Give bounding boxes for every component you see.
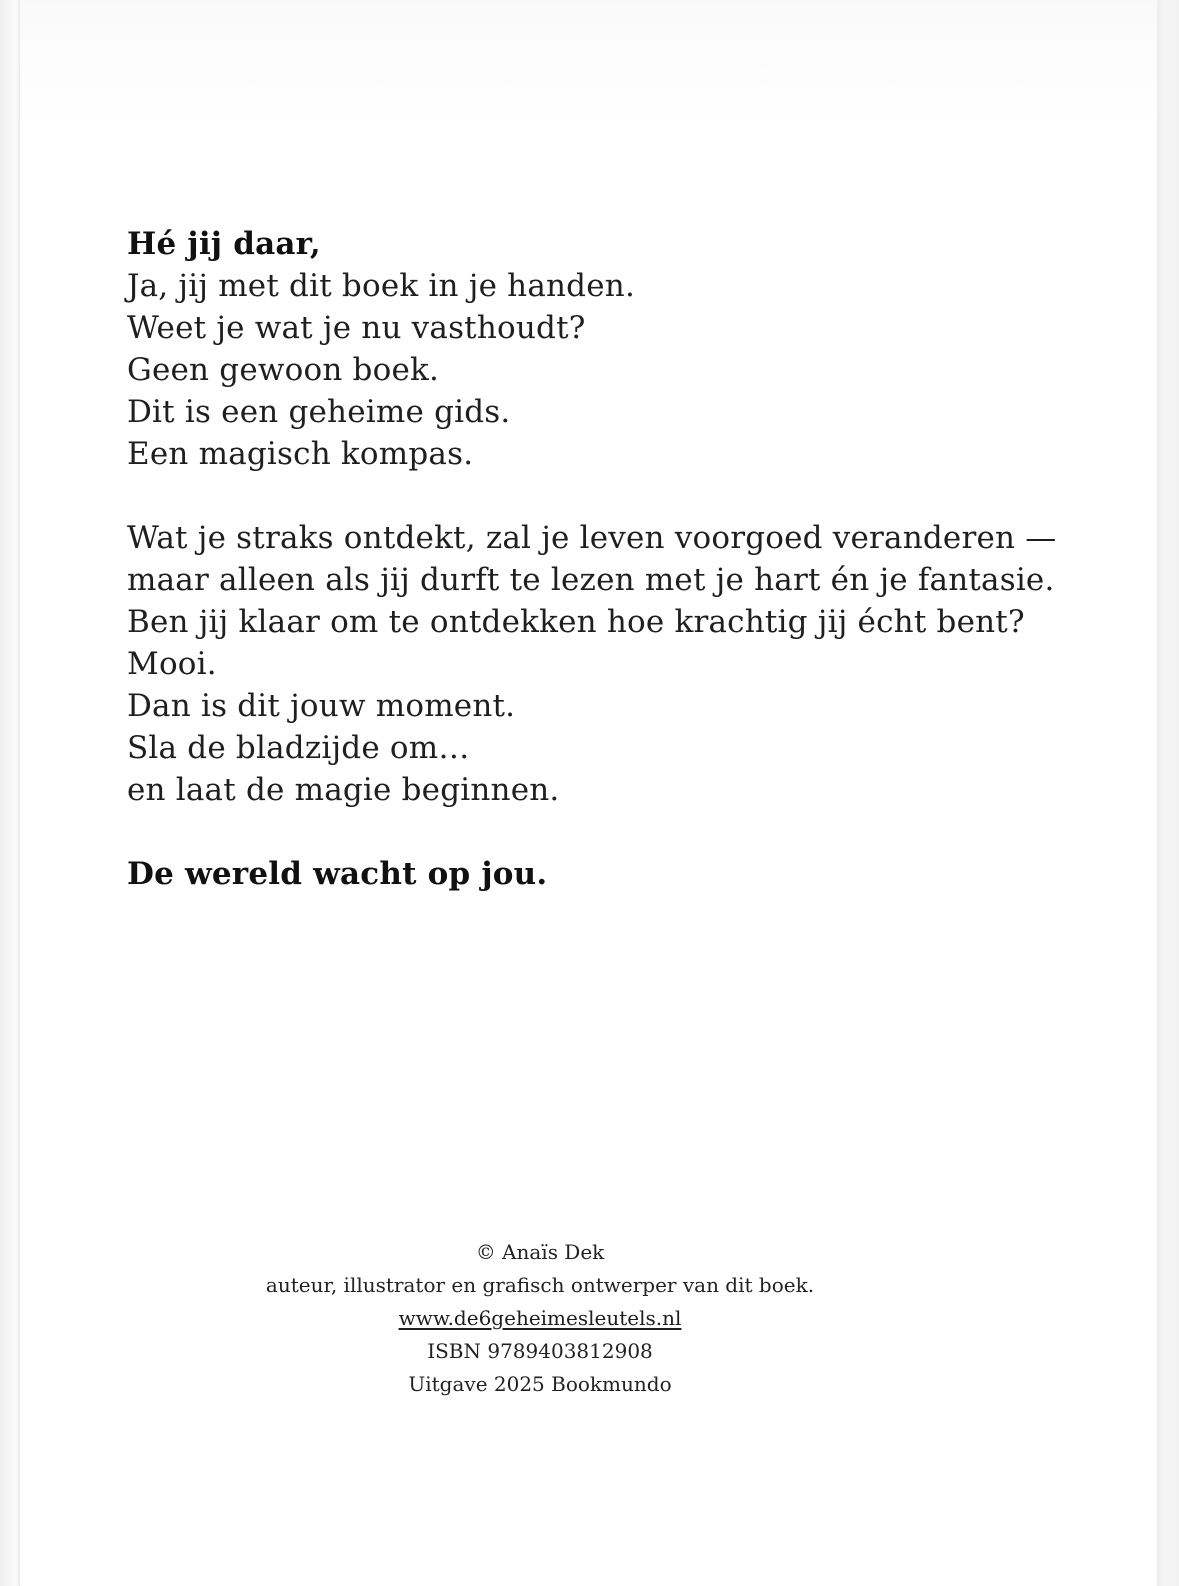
- edition-line: Uitgave 2025 Bookmundo: [408, 1372, 672, 1396]
- colophon-footer: [127, 1236, 953, 1401]
- stanza-gap: [127, 475, 1137, 517]
- stanza-gap: [127, 811, 1137, 853]
- author-role-line: auteur, illustrator en grafisch ontwerper van dit boek.: [265, 1273, 815, 1297]
- stanza1-line: Weet je wat je nu vasthoudt?: [127, 310, 586, 346]
- page-right-edge-shading: [1157, 0, 1179, 1586]
- stanza1-line: Ja, jij met dit boek in je handen.: [127, 268, 635, 304]
- stanza2-line: Wat je straks ontdekt, zal je leven voorgoed veranderen —: [127, 520, 1057, 556]
- copyright-line: © Anaïs Dek: [475, 1240, 605, 1264]
- intro-text-block: [127, 223, 1137, 895]
- greeting-heading: Hé jij daar,: [127, 226, 321, 262]
- stanza2-line: en laat de magie beginnen.: [127, 772, 560, 808]
- closing-heading: De wereld wacht op jou.: [127, 856, 548, 892]
- stanza1-line: Een magisch kompas.: [127, 436, 474, 472]
- stanza2-line: Mooi.: [127, 646, 217, 682]
- stanza1-line: Dit is een geheime gids.: [127, 394, 511, 430]
- stanza2-line: Sla de bladzijde om…: [127, 730, 470, 766]
- page-left-edge-shading: [0, 0, 20, 1586]
- stanza2-line: Dan is dit jouw moment.: [127, 688, 516, 724]
- website-link[interactable]: www.de6geheimesleutels.nl: [398, 1306, 682, 1330]
- isbn-line: ISBN 9789403812908: [427, 1339, 653, 1363]
- page-top-shading: [20, 0, 1157, 130]
- stanza2-line: Ben jij klaar om te ontdekken hoe krachtig jij écht bent?: [127, 604, 1025, 640]
- stanza1-line: Geen gewoon boek.: [127, 352, 440, 388]
- stanza2-line: maar alleen als jij durft te lezen met je hart én je fantasie.: [127, 562, 1055, 598]
